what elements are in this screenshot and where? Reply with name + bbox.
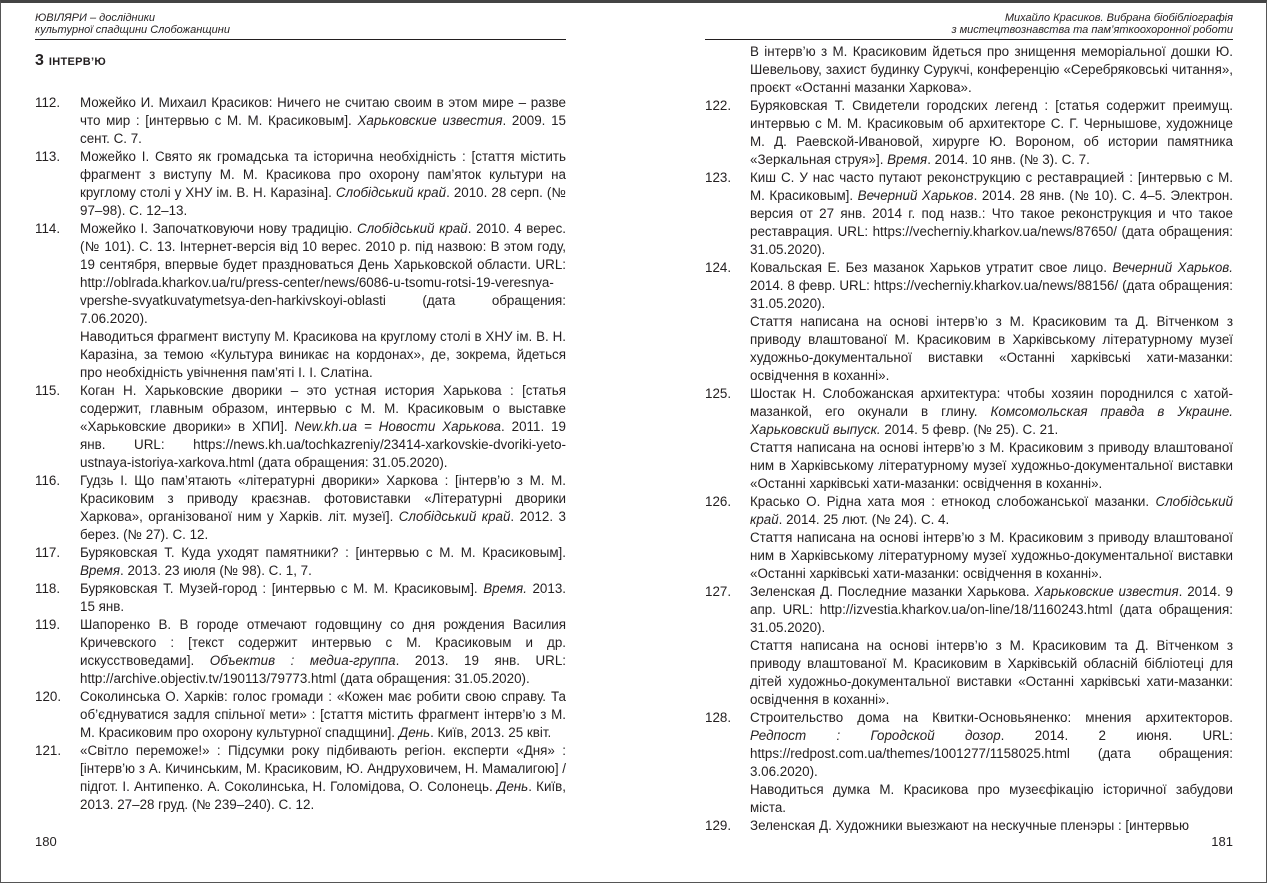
running-header-right xyxy=(705,12,1233,40)
citation-text: Буряковская Т. Куда уходят памятники? : [интервью с М. М. Красиковым]. xyxy=(80,545,566,560)
bibliography-entry xyxy=(705,385,1233,493)
section-number: 3 xyxy=(35,52,44,69)
citation-text: . 2014. 9 апр. URL: http://izvestia.kharkov.ua/on-line/18/1160243.html (дата обращения: 31.05.2020). xyxy=(750,584,1233,635)
entry-citation xyxy=(80,382,566,472)
citation-text: . Київ, 2013. 25 квіт. xyxy=(430,725,552,740)
header-line: з мистецтвознавства та пам’яткоохоронної роботи xyxy=(951,24,1233,36)
source-title: Вечерний Харьков xyxy=(857,188,974,203)
citation-text: Можейко И. Михаил Красиков: Ничего не считаю своим в этом мире – разве что мир : [интервью с М. М. Красиковым]. xyxy=(80,95,566,128)
entry-citation xyxy=(750,493,1233,529)
source-title: День xyxy=(496,779,529,794)
bibliography-entry xyxy=(705,709,1233,817)
citation-text: 2014. 8 февр. URL: https://vecherniy.kharkov.ua/news/88156/ (дата обращения: 31.05.2020). xyxy=(750,278,1233,311)
entry-number: 129. xyxy=(705,818,732,833)
left-page xyxy=(35,0,566,881)
source-title: Вечерний Харьков. xyxy=(1112,260,1233,275)
bibliography-entry xyxy=(705,259,1233,385)
bibliography-entry xyxy=(35,616,566,688)
header-line: культурної спадщини Слобожанщини xyxy=(35,24,230,36)
continued-note: В інтерв’ю з М. Красиковим йдеться про знищення меморіальної дошки Ю. Шевельову, захист будинку Сурукчі, конференцію «Серебряковські читання», проєкт «Останні мазанки Харкова». xyxy=(750,44,1233,95)
citation-text: Ковальская Е. Без мазанок Харьков утратит свое лицо. xyxy=(750,260,1113,275)
entry-number: 115. xyxy=(35,383,61,398)
entry-citation xyxy=(750,259,1233,313)
header-line: ЮВІЛЯРИ – дослідники xyxy=(35,12,156,24)
citation-text: . 2013. 23 июля (№ 98). С. 1, 7. xyxy=(120,563,312,578)
source-title: Время xyxy=(80,563,121,578)
entry-annotation: Стаття написана на основі інтерв’ю з М. Красиковим та Д. Вітченком з приводу влаштованої М. Красиковим в Харківській обласній бібліотеці для дітей художньо-документальної виставки «Останні харківські хати-мазанки: освідчення в коханні». xyxy=(750,638,1233,707)
source-title: Комсомольская правда в Украине. Харьковский выпуск. xyxy=(750,404,1234,437)
entry-citation xyxy=(750,385,1233,439)
bibliography-entry xyxy=(35,742,566,814)
running-header-left xyxy=(35,12,566,40)
entry-number: 119. xyxy=(35,617,61,632)
citation-text: Можейко І. Свято як громадська та історична необхідність : [стаття містить фрагмент з виступу М. М. Красикова про охорону пам’яток культури на круглому столі у ХНУ ім. В. Н. Каразіна]. xyxy=(80,149,566,200)
citation-text: . Київ, 2013. 27–28 груд. (№ 239–240). С. 12. xyxy=(80,779,567,812)
entry-annotation: Наводиться думка М. Красикова про музеєфікацію історичної забудови міста. xyxy=(750,782,1233,815)
bibliography-entry xyxy=(705,493,1233,583)
entry-number: 117. xyxy=(35,545,61,560)
section-title xyxy=(35,52,106,70)
entry-annotation: Стаття написана на основі інтерв’ю з М. Красиковим та Д. Вітченком з приводу влаштованої М. Красиковим в Харківському літературному музеї художньо-документальної виставки «Останні харківські хати-мазанки: освідчення в коханні». xyxy=(750,314,1233,383)
source-title: Харьковские известия xyxy=(357,113,503,128)
source-title: Время xyxy=(887,152,928,167)
bibliography-entry xyxy=(35,94,566,148)
bibliography-entry xyxy=(35,544,566,580)
bibliography-entry xyxy=(35,688,566,742)
entry-number: 113. xyxy=(35,149,61,164)
entry-number: 126. xyxy=(705,494,732,509)
citation-text: Соколинська О. Харків: голос громади : «Кожен має робити свою справу. Та об’єднуватися задля спільної мети» : [стаття містить фрагмент інтерв’ю з М. М. Красиковим про охорону культурної спадщини]. xyxy=(80,689,566,740)
source-title: Слобідський край xyxy=(335,185,447,200)
citation-text: . 2012. 3 берез. (№ 27). С. 12. xyxy=(80,509,566,542)
entry-citation xyxy=(80,742,566,814)
bibliography-list xyxy=(35,94,566,814)
entry-number: 112. xyxy=(35,95,61,110)
bibliography-entry xyxy=(705,97,1233,169)
citation-text: . 2009. 15 сент. С. 7. xyxy=(80,113,566,146)
source-title: Слобідський край xyxy=(356,221,468,236)
source-title: Объектив : медиа-группа xyxy=(209,653,396,668)
citation-text: . 2013. 19 янв. URL: http://archive.objectiv.tv/190113/79773.html (дата обращения: 31.05.2020). xyxy=(80,653,567,686)
citation-text: . 2010. 28 серп. (№ 97–98). С. 12–13. xyxy=(80,185,567,218)
page-number: 181 xyxy=(1211,834,1233,849)
entry-citation xyxy=(80,220,566,328)
citation-text: 2014. 5 февр. (№ 25). С. 21. xyxy=(880,422,1059,437)
entry-citation xyxy=(750,817,1233,835)
source-title: День xyxy=(398,725,431,740)
entry-citation xyxy=(80,544,566,580)
entry-annotation: Стаття написана на основі інтерв’ю з М. Красиковим з приводу влаштованої ним в Харківському літературному музеї художньо-документальної виставки «Останні харківські хати-мазанки: освідчення в коханні». xyxy=(750,440,1233,491)
bibliography-entry xyxy=(35,382,566,472)
entry-number: 123. xyxy=(705,170,732,185)
citation-text: Буряковская Т. Свидетели городских легенд : [статья содержит преимущ. интервью с М. М. Красиковым об архитекторе С. Г. Чернышове, художнице М. Д. Раевской-Ивановой, хирурге Ю. Вороном, об истории памятника «Зеркальная струя»]. xyxy=(750,98,1233,167)
citation-text: . 2014. 10 янв. (№ 3). С. 7. xyxy=(927,152,1090,167)
entry-citation xyxy=(750,169,1233,259)
citation-text: Гудзь І. Що пам’ятають «літературні дворики» Харкова : [інтерв’ю з М. М. Красиковим з приводу краєзнав. фотовиставки «Літературні дворики Харкова», організованої ним у Харків. літ. музеї]. xyxy=(80,473,566,524)
source-title: Время. xyxy=(483,581,527,596)
entry-number: 124. xyxy=(705,260,732,275)
source-title: Слобідський край xyxy=(750,494,1233,527)
bibliography-entry xyxy=(35,148,566,220)
bibliography-entry xyxy=(705,817,1233,835)
right-page xyxy=(705,0,1233,881)
bibliography-list xyxy=(705,43,1233,835)
header-line: Михайло Красиков. Вибрана біобібліографія xyxy=(1004,12,1233,24)
citation-text: Шостак Н. Слобожанская архитектура: чтобы хозяин породнился с хатой-мазанкой, его окунали в глину. xyxy=(750,386,1233,419)
citation-text: Коган Н. Харьковские дворики – это устная история Харькова : [статья содержит, главным образом, интервью с М. М. Красиковым о выставке «Харьковские дворики» в ХПИ]. xyxy=(80,383,566,434)
entry-citation xyxy=(750,97,1233,169)
page-number: 180 xyxy=(35,834,57,849)
entry-annotation: Стаття написана на основі інтерв’ю з М. Красиковим з приводу влаштованої ним в Харківському літературному музеї художньо-документальної виставки «Останні харківські хати-мазанки: освідчення в коханні». xyxy=(750,530,1233,581)
entry-number: 122. xyxy=(705,98,732,113)
citation-text: Зеленская Д. Последние мазанки Харькова. xyxy=(750,584,1035,599)
entry-citation xyxy=(80,580,566,616)
entry-citation xyxy=(80,688,566,742)
citation-text: . 2014. 28 янв. (№ 10). С. 4–5. Электрон. версия от 27 янв. 2014 г. под назв.: Что такое реконструкция и что такое реставрация. URL: https://vecherniy.kharkov.ua/news/87650/ (дата обращения: 31.05.2020). xyxy=(750,188,1234,257)
source-title: Слобідський край xyxy=(398,509,511,524)
citation-text: . 2010. 4 верес. (№ 101). С. 13. Інтернет-версія від 10 верес. 2010 р. під назвою: В этом году, 19 сентября, впервые будет праздноваться День Харьковской области. URL: http://oblrada.kharkov.ua/ru/press-center/news/6086-u-tsomu-rotsi-19-veresnya-vpershe-svyatkuvatymetsya-den-harkivskoyi-oblasti (дата обращения: 7.06.2020). xyxy=(80,221,567,326)
source-title: Харьковские известия xyxy=(1034,584,1179,599)
entry-number: 125. xyxy=(705,386,732,401)
citation-text: Киш С. У нас часто путают реконструкцию с реставрацией : [интервью с М. М. Красиковым]. xyxy=(750,170,1233,203)
entry-annotation: Наводиться фрагмент виступу М. Красикова на круглому столі в ХНУ ім. В. Н. Каразіна, за темою «Культура виникає на кордонах», де, зокрема, йдеться про необхідність увічнення пам’яті І. І. Слатіна. xyxy=(80,329,566,380)
entry-citation xyxy=(750,583,1233,637)
entry-number: 120. xyxy=(35,689,62,704)
citation-text: . 2011. 19 янв. URL: https://news.kh.ua/tochkazreniy/23414-xarkovskie-dvoriki-yeto-ustnaya-istoriya-xarkova.html (дата обращения: 31.05.2020). xyxy=(80,419,566,470)
citation-text: Буряковская Т. Музей-город : [интервью с М. М. Красиковым]. xyxy=(80,581,484,596)
bibliography-entry xyxy=(35,220,566,382)
citation-text: Строительство дома на Квитки-Основьяненко: мнения архитекторов. xyxy=(750,710,1233,725)
entry-citation xyxy=(80,148,566,220)
entry-number: 127. xyxy=(705,584,732,599)
citation-text: Шапоренко В. В городе отмечают годовщину со дня рождения Василия Кричевского : [текст содержит интервью с М. Красиковым и др. искусствоведами]. xyxy=(80,617,566,668)
source-title: Редпост : Городской дозор xyxy=(750,728,1001,743)
citation-text: Красько О. Рідна хата моя : етнокод слобожанської мазанки. xyxy=(750,494,1156,509)
citation-text: . 2014. 2 июня. URL: https://redpost.com.ua/themes/1001277/1158025.html (дата обращения: 3.06.2020). xyxy=(750,728,1233,779)
citation-text: 2013. 15 янв. xyxy=(80,581,566,614)
source-title: New.kh.ua = Новости Харькова xyxy=(294,419,501,434)
citation-text: Зеленская Д. Художники выезжают на нескучные пленэры : [интервью xyxy=(750,818,1189,833)
citation-text: . 2014. 25 лют. (№ 24). С. 4. xyxy=(778,512,950,527)
entry-citation xyxy=(80,94,566,148)
entry-citation xyxy=(80,616,566,688)
bibliography-entry xyxy=(35,580,566,616)
entry-number: 118. xyxy=(35,581,61,596)
bibliography-entry xyxy=(35,472,566,544)
bibliography-entry xyxy=(705,583,1233,709)
entry-number: 121. xyxy=(35,743,62,758)
bibliography-entry xyxy=(705,169,1233,259)
entry-number: 128. xyxy=(705,710,732,725)
citation-text: Можейко І. Започатковуючи нову традицію. xyxy=(80,221,357,236)
entry-citation xyxy=(80,472,566,544)
entry-number: 116. xyxy=(35,473,61,488)
section-title-text: ІНТЕРВ’Ю xyxy=(48,56,107,68)
entry-citation xyxy=(750,709,1233,781)
citation-text: «Світло переможе!» : Підсумки року підбивають регіон. експерти «Дня» : [інтерв’ю з А. Кичинським, М. Красиковим, Ю. Андруховичем, Н. Мамалигою] / підгот. І. Антипенко. А. Соколинська, Н. Голомідова, О. Солонець. xyxy=(80,743,566,794)
entry-number: 114. xyxy=(35,221,61,236)
